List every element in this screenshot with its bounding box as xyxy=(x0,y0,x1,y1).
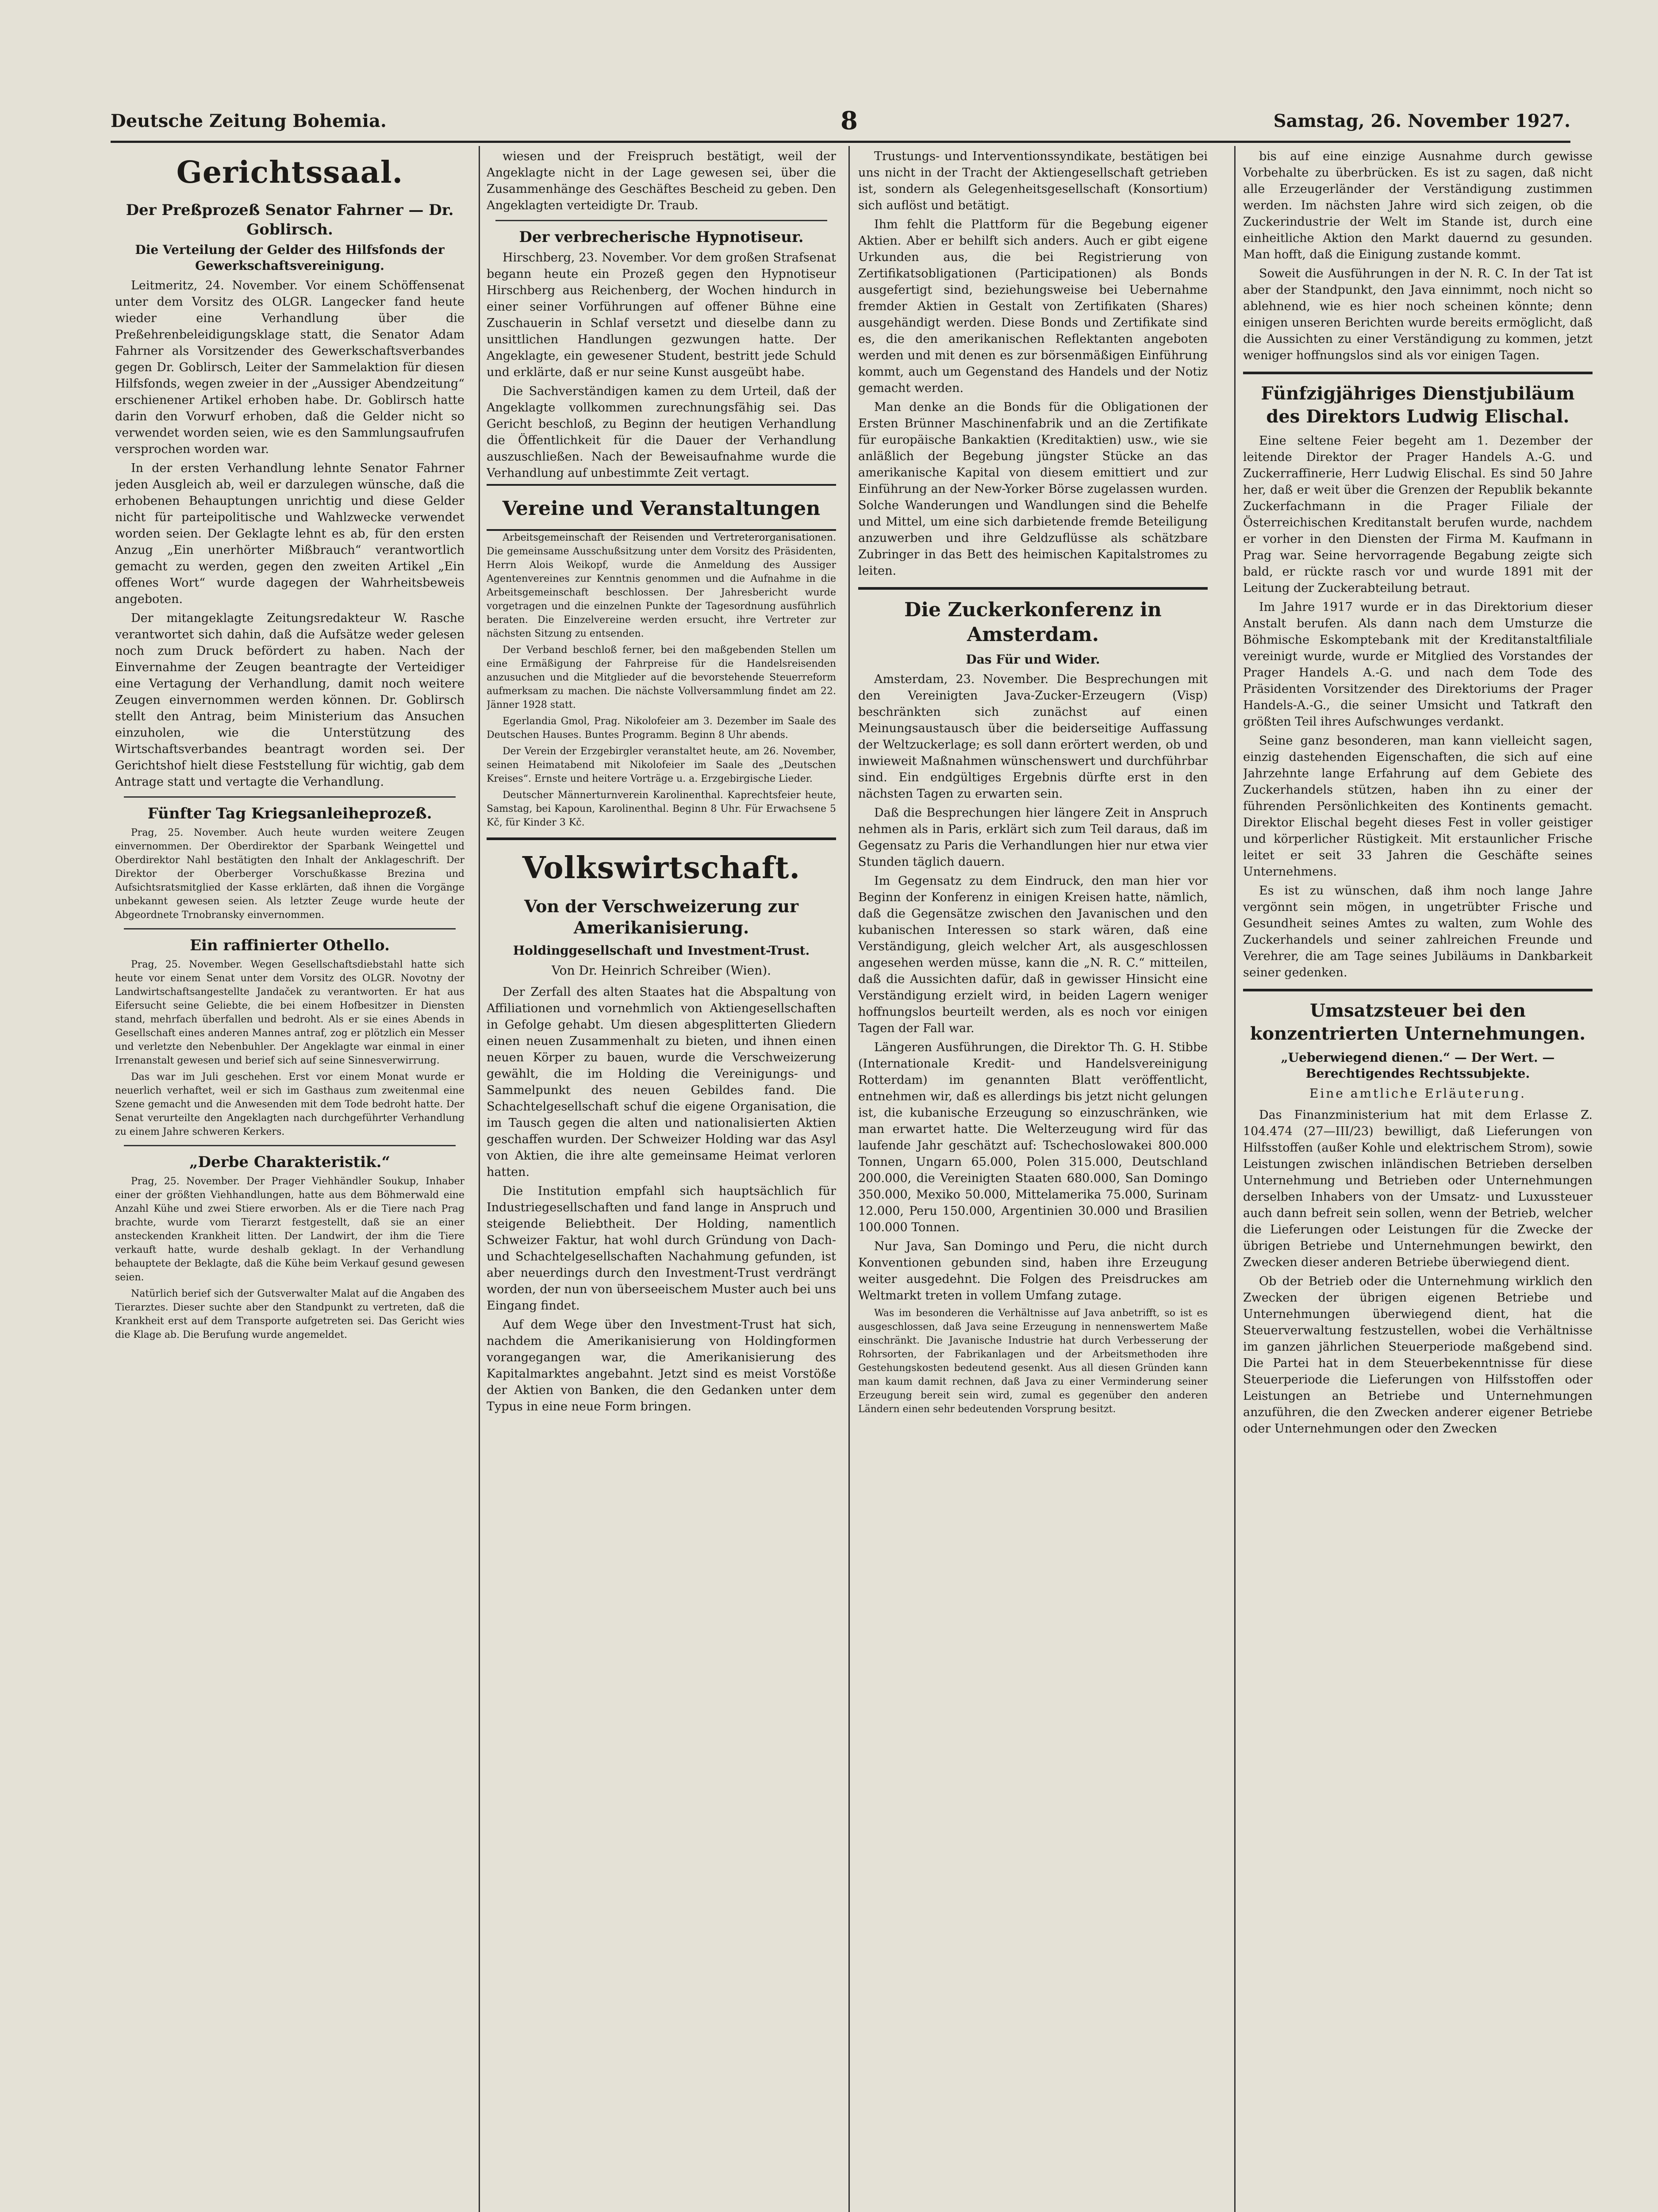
article-subheadline: „Ueberwiegend dienen.“ — Der Wert. — Berechtigendes Rechtssubjekte. xyxy=(1281,1050,1555,1081)
article-paragraph: Im Gegensatz zu dem Eindruck, den man hier vor Beginn der Konferenz in einigen Kreisen hatte, nämlich, daß die Gegensätze zwischen den Javanischen und den kubanischen Interessen so stark wären, daß eine Verständigung, gleich welcher Art, als ausgeschlossen angesehen werden müsse, kann die „N. R. C.“ mitteilen, daß die Aussichten dafür, daß in gewisser Hinsicht eine Verständigung erzielt wird, in beiden Lagern weniger hoffnungslos beurteilt werden, als es noch vor einigen Tagen der Fall war. xyxy=(858,874,1208,1035)
article-paragraph: Nur Java, San Domingo und Peru, die nicht durch Konventionen gebunden sind, haben ihre Erzeugung weiter ausgedehnt. Die Folgen des Preisdruckes am Weltmarkt treten in vollem Umfang zutage. xyxy=(858,1240,1208,1302)
article-paragraph: Das war im Juli geschehen. Erst vor einem Monat wurde er neuerlich verhaftet, weil er sich im Gasthaus zum zweitenmal eine Szene gemacht und die Anwesenden mit dem Tode bedroht hatte. Der Senat verurteilte den Angeklagten nach durchgeführter Verhandlung zu einem Jahre schweren Kerkers. xyxy=(115,1071,464,1137)
article-kicker: Eine amtliche Erläuterung. xyxy=(1309,1086,1527,1101)
article-paragraph: Die Sachverständigen kamen zu dem Urteil, daß der Angeklagte vollkommen zurechnungsfähig sei. Das Gericht beschloß, zu Beginn der heutigen Verhandlung die Öffentlichkeit für die Dauer der Verhandlung auszuschließen. Nach der Beweisaufnahme wurde die Verhandlung auf unbestimmte Zeit vertagt. xyxy=(487,384,836,480)
article-paragraph: Daß die Besprechungen hier längere Zeit in Anspruch nehmen als in Paris, erklärt sich zum Teil daraus, daß im Gegensatz zu Paris die Verhandlungen hier nur etwa vier Stunden täglich dauern. xyxy=(858,806,1208,869)
notice-paragraph: Egerlandia Gmol, Prag. Nikolofeier am 3. Dezember im Saale des Deutschen Hauses. Buntes Programm. Beginn 8 Uhr abends. xyxy=(487,716,836,741)
article-paragraph: Eine seltene Feier begeht am 1. Dezember der leitende Direktor der Prager Handels A.-G. und Zuckerraffinerie, Herr Ludwig Elischal. Es sind 50 Jahre her, daß er weit über die Grenzen der Republik bekannte Zuckerfachmann in die Prager Filiale der Österreichischen Kreditanstalt berufen wurde, nachdem er vorher in den Diensten der Firma M. Kaufmann in Prag war. Seine hervorragende Begabung zeigte sich bald, er rückte rasch vor und wurde 1891 mit der Leitung der Zuckerabteilung betraut. xyxy=(1243,434,1593,595)
article-headline: Von der Verschweizerung zur Amerikanisierung. xyxy=(524,896,798,937)
article-subheadline: Die Verteilung der Gelder des Hilfsfonds der Gewerkschaftsvereinigung. xyxy=(135,242,445,273)
article-paragraph: Das Finanzministerium hat mit dem Erlasse Z. 104.474 (27—III/23) bewilligt, daß Lieferungen von Hilfsstoffen (außer Kohle und elektrischem Strom), sowie Leistungen zwischen inländischen Betrieben derselben Unternehmung und Betrieben oder Unternehmungen derselben Inhabers von der Umsatz- und Luxussteuer auch dann befreit sein sollen, wenn der Betrieb, welcher die Lieferungen oder Leistungen für die Zwecke der übrigen Betriebe und Unternehmungen bewirkt, den Zwecken dieser anderen Betriebe überwiegend dient. xyxy=(1243,1108,1593,1269)
newspaper-name: Deutsche Zeitung Bohemia. xyxy=(111,111,387,131)
article-paragraph: Es ist zu wünschen, daß ihm noch lange Jahre vergönnt sein mögen, in ungetrübter Frische und Gesundheit seines Amtes zu walten, zum Wohle des Zuckerhandels und seiner zahlreichen Freunde und Verehrer, die am Tage seines Jubiläums in Dankbarkeit seiner gedenken. xyxy=(1243,884,1593,979)
article-byline: Von Dr. Heinrich Schreiber (Wien). xyxy=(551,963,771,978)
article-paragraph: Natürlich berief sich der Gutsverwalter Malat auf die Angaben des Tierarztes. Dieser suchte aber den Standpunkt zu vertreten, daß die Krankheit erst auf dem Transporte aufgetreten sei. Das Gericht wies die Klage ab. Die Berufung wurde angemeldet. xyxy=(115,1288,464,1340)
article-paragraph: Längeren Ausführungen, die Direktor Th. G. H. Stibbe (Internationale Kredit- und Handelsvereinigung Rotterdam) im genannten Blatt veröffentlicht, entnehmen wir, daß es allerdings bis jetzt nicht gelungen ist, die kubanische Erzeugung so einzuschränken, wie man erwartet hatte. Die Welterzeugung wird für das laufende Jahr geschätzt auf: Tschechoslowakei 800.000 Tonnen, Ungarn 65.000, Polen 315.000, Deutschland 200.000, die Vereinigten Staaten 680.000, San Domingo 350.000, Mexiko 50.000, Mittelamerika 75.000, Surinam 12.000, Peru 150.000, Argentinien 30.000 und Brasilien 100.000 Tonnen. xyxy=(858,1041,1208,1234)
article-paragraph: wiesen und der Freispruch bestätigt, weil der Angeklagte nicht in der Lage gewesen sei, über die Zusammenhänge des Geschäftes Bescheid zu geben. Den Angeklagten verteidigte Dr. Traub. xyxy=(487,150,836,212)
article-headline: Ein raffinierter Othello. xyxy=(190,937,390,954)
article-subheadline: Das Für und Wider. xyxy=(966,652,1100,667)
column-2 xyxy=(487,148,836,2212)
article-divider xyxy=(124,1145,456,1146)
article-paragraph: In der ersten Verhandlung lehnte Senator Fahrner jeden Ausgleich ab, weil er darzulegen wünsche, daß die erhobenen Behauptungen unrichtig und diese Gelder nicht für parteipolitische und Wahlzwecke verwendet worden seien. Der Geklagte lehnt es ab, für den ersten Anzug „Ein unerhörter Mißbrauch“ verantwortlich gemacht zu werden, gegen den zweiten Artikel „Ein offenes Wort“ wurde dagegen der Wahrheitsbeweis angeboten. xyxy=(115,461,464,606)
section-divider xyxy=(1243,989,1593,991)
column-1 xyxy=(115,148,464,2212)
article-headline: Fünfzigjähriges Dienstjubiläum des Direktors Ludwig Elischal. xyxy=(1261,383,1575,427)
article-paragraph: Man denke an die Bonds für die Obligationen der Ersten Brünner Maschinenfabrik und an die Zertifikate für europäische Bankaktien (Kreditaktien) usw., wie sie anläßlich der Begebung jüngster Stücke an das amerikanische Kapital von diesem emittiert und zur Einführung an der New-Yorker Börse zugelassen wurden. Solche Wanderungen und Wandlungen sind die Behelfe und Mittel, um eine sich darbietende fremde Beteiligung anzuwerben und ihre Geldzuflüsse als schätzbare Zubringer in das Bett des heimischen Kapitalstromes zu leiten. xyxy=(858,400,1208,578)
section-divider xyxy=(858,587,1208,590)
article-paragraph: Hirschberg, 23. November. Vor dem großen Strafsenat begann heute ein Prozeß gegen den Hypnotiseur Hirschberg aus Reichenberg, der Wochen hindurch in einer seiner Vorführungen auf offener Bühne eine Zuschauerin in Schlaf versetzt und dieselbe dann zu unsittlichen Handlungen gezwungen hatte. Der Angeklagte, ein gewesener Student, bestritt jede Schuld und erklärte, daß er nur seine Kunst ausgeübt habe. xyxy=(487,251,836,379)
section-title-gerichtssaal: Gerichtssaal. xyxy=(176,155,403,190)
header-rule xyxy=(111,141,1570,143)
article-paragraph: Prag, 25. November. Wegen Gesellschaftsdiebstahl hatte sich heute vor einem Senat unter dem Vorsitz des OLGR. Novotny der Landwirtschaftsangestellte Jandaček zu verantworten. Er hat aus Eifersucht seine Geliebte, die bei einem Hofbesitzer in Diensten stand, mehrfach überfallen und bedroht. Als er sie eines Abends in Gesellschaft eines anderen Mannes antraf, zog er plötzlich ein Messer und verletzte den Nebenbuhler. Der Angeklagte war einmal in einer Irrenanstalt gewesen und berief sich auf seine Sinnesverwirrung. xyxy=(115,959,464,1066)
article-paragraph: Der Zerfall des alten Staates hat die Abspaltung von Affiliationen und vornehmlich von Aktiengesellschaften in Gefolge gehabt. Um diesen abgesplitterten Gliedern einen neuen Zusammenhalt zu bieten, und ihnen einen neuen Körper zu bauen, wurde die Verschweizerung gewählt, die im Holding die Vereinigungs- und Sammelpunkt des neuen Gebildes fand. Die Schachtelgesellschaft schuf die eigene Organisation, die im Tausch gegen die alten und nationalisierten Aktien geschaffen wurden. Der Schweizer Holding war das Asyl von Aktien, die ihre alte gemeinsame Heimat verloren hatten. xyxy=(487,985,836,1179)
article-paragraph: Leitmeritz, 24. November. Vor einem Schöffensenat unter dem Vorsitz des OLGR. Langecker fand heute wieder eine Verhandlung über die Preßehrenbeleidigungsklage statt, die Senator Adam Fahrner als Vorsitzender des Gewerkschaftsverbandes gegen Dr. Goblirsch, Leiter der Sammelaktion für diesen Hilfsfonds, wegen zweier in der „Aussiger Abendzeitung“ erschienener Artikel erhoben habe. Dr. Goblirsch hatte darin den Vorwurf erhoben, daß die Gelder nicht so verwendet worden seien, wie es den Sammlungsaufrufen versprochen worden war. xyxy=(115,279,464,456)
article-paragraph: Der mitangeklagte Zeitungsredakteur W. Rasche verantwortet sich dahin, daß die Aufsätze weder gelesen noch zum Druck befördert zu haben. Nach der Einvernahme der Zeugen beantragte der Verteidiger eine Vertagung der Verhandlung, damit noch weitere Zeugen einvernommen werden können. Dr. Goblirsch stellt den Antrag, beim Ministerium das Ansuchen einzuholen, wie die Unterstützung des Wirtschaftsverbandes beantragt worden sei. Der Gerichtshof hielt diese Feststellung für wichtig, gab dem Antrage statt und vertagte die Verhandlung. xyxy=(115,611,464,789)
page-number: 8 xyxy=(841,106,858,135)
article-headline: Fünfter Tag Kriegsanleiheprozeß. xyxy=(147,805,432,822)
article-paragraph: Prag, 25. November. Auch heute wurden weitere Zeugen einvernommen. Der Oberdirektor der Sparbank Weingettel und Oberdirektor Nahl bestätigten den Inhalt der Anklageschrift. Der Direktor der Oberberger Vorschußkasse Brezina und Aufsichtsratsmitglied der Kasse erklärten, daß ihnen die Vorgänge unbekannt gewesen seien. Als letzter Zeuge wurde heute der Abgeordnete Trnobransky einvernommen. xyxy=(115,827,464,921)
article-paragraph: Seine ganz besonderen, man kann vielleicht sagen, einzig dastehenden Eigenschaften, die sich auf eine Jahrzehnte lange Erfahrung auf dem Gebiete des Zuckerhandels stützen, haben ihn zu einer der führenden Persönlichkeiten des Kontinents gemacht. Direktor Elischal begeht dieses Fest in voller geistiger und körperlicher Rüstigkeit. Mit erstaunlicher Frische leitet er seit 33 Jahren die Geschäfte seines Unternehmens. xyxy=(1243,734,1593,879)
article-paragraph: Ihm fehlt die Plattform für die Begebung eigener Aktien. Aber er behilft sich anders. Auch er gibt eigene Urkunden aus, die bei Registrierung von Zertifikatsobligationen (Participationen) als Bonds ausgefertigt sind, beziehungsweise bei Uebernahme fremder Aktien in Gestalt von Zertifikaten (Shares) ausgehändigt werden. Diese Bonds und Zertifikate sind es, die den amerikanischen Reflektanten angeboten werden und mit denen es zur börsenmäßigen Einführung kommt, auch um Gegenstand des Handels und der Notiz gemacht werden. xyxy=(858,218,1208,395)
article-paragraph: Trustungs- und Interventionssyndikate, bestätigen bei uns nicht in der Tracht der Aktiengesellschaft getrieben ist, sondern als Gelegenheitsgesellschaft (Konsortium) sich auflöst und betätigt. xyxy=(858,150,1208,212)
section-divider xyxy=(1243,372,1593,374)
notice-paragraph: Der Verein der Erzgebirgler veranstaltet heute, am 26. November, seinen Heimatabend mit Nikolofeier im Saale des „Deutschen Kreises“. Ernste und heitere Vorträge u. a. Erzgebirgische Lieder. xyxy=(487,746,836,784)
column-4 xyxy=(1243,148,1593,2212)
issue-date: Samstag, 26. November 1927. xyxy=(1273,111,1570,131)
column-divider xyxy=(479,146,480,2212)
column-divider xyxy=(1234,146,1236,2212)
article-paragraph: bis auf eine einzige Ausnahme durch gewisse Vorbehalte zu überbrücken. Es ist zu sagen, daß nicht alle Erzeugerländer der Verständigung zustimmen werden. Im nächsten Jahre wird sich zeigen, ob die Zuckerindustrie der Welt im Stande ist, durch eine einheitliche Aktion den Markt dauernd zu gesunden. Man hofft, daß die Einigung zustande kommt. xyxy=(1243,150,1593,261)
section-title-volkswirtschaft: Volkswirtschaft. xyxy=(522,850,801,886)
article-paragraph: Soweit die Ausführungen in der N. R. C. In der Tat ist aber der Standpunkt, den Java einnimmt, noch nicht so ablehnend, wie es hier noch scheinen könnte; denn einigen unseren Berichten wurde bereits ermöglicht, daß die Aussichten zu einer Verständigung zu kommen, jetzt weniger hoffnungslos sind als vor einigen Tagen. xyxy=(1243,267,1593,362)
notice-paragraph: Arbeitsgemeinschaft der Reisenden und Vertreterorganisationen. Die gemeinsame Ausschußsitzung unter dem Vorsitz des Präsidenten, Herrn Alois Weikopf, wurde die Anmeldung des Aussiger Agentenvereines zur Kenntnis genommen und die Aufnahme in die Arbeitsgemeinschaft beschlossen. Der Jahresbericht wurde vorgetragen und die einzelnen Punkte der Tagesordnung ausführlich beraten. Die Einzelvereine werden ersucht, ihre Vertreter zur nächsten Sitzung zu entsenden. xyxy=(487,532,836,639)
article-divider xyxy=(124,928,456,929)
article-paragraph: Auf dem Wege über den Investment-Trust hat sich, nachdem die Amerikanisierung von Holdingformen vorangegangen war, die Amerikanisierung des Kapitalmarktes angebahnt. Jetzt sind es meist Vorstöße der Aktien von Banken, die den Gedanken unter dem Typus in eine neue Form bringen. xyxy=(487,1318,836,1413)
article-headline: „Derbe Charakteristik.“ xyxy=(189,1153,391,1171)
article-headline: Der Preßprozeß Senator Fahrner — Dr. Goblirsch. xyxy=(126,201,454,238)
article-paragraph: Die Institution empfahl sich hauptsächlich für Industriegesellschaften und fand lange in Anspruch und steigende Beliebtheit. Der Holding, namentlich Schweizer Faktur, hat wohl durch Gründung von Dach- und Schachtelgesellschaften Nachahmung gefunden, ist aber neuerdings durch den Investment-Trust verdrängt worden, der nun von überseeischem Muster auch bei uns Eingang findet. xyxy=(487,1184,836,1313)
notice-paragraph: Deutscher Männerturnverein Karolinenthal. Kaprechtsfeier heute, Samstag, bei Kapoun, Karolinenthal. Beginn 8 Uhr. Für Erwachsene 5 Kč, für Kinder 3 Kč. xyxy=(487,790,836,828)
article-paragraph: Was im besonderen die Verhältnisse auf Java anbetrifft, so ist es ausgeschlossen, daß Java seine Erzeugung in nennenswertem Maße einschränkt. Die Javanische Industrie hat durch Verbesserung der Rohrsorten, der Fabrikanlagen und der Arbeitsmethoden ihre Gestehungskosten bedeutend gesenkt. Aus all diesen Gründen kann man kaum damit rechnen, daß Java zu einer Verminderung seiner Erzeugung bereit sein wird, zumal es gegenüber den anderen Ländern einen sehr bedeutenden Vorsprung besitzt. xyxy=(858,1308,1208,1415)
section-title-vereine: Vereine und Veranstaltungen xyxy=(502,497,821,520)
article-divider xyxy=(124,796,456,798)
article-headline: Umsatzsteuer bei den konzentrierten Unternehmungen. xyxy=(1250,1000,1586,1044)
article-paragraph: Im Jahre 1917 wurde er in das Direktorium dieser Anstalt berufen. Als dann nach dem Umsturze die Böhmische Eskomptebank mit der Kreditanstaltfiliale vereinigt wurde, wurde er Mitglied des Vorstandes der Prager Handels A.-G. und nach dem Tode des Präsidenten Vorsitzender des Direktoriums der Prager Handels-A.-G., die seiner Umsicht und Tatkraft den größten Teil ihres Aufschwunges verdankt. xyxy=(1243,600,1593,729)
article-paragraph: Prag, 25. November. Der Prager Viehhändler Soukup, Inhaber einer der größten Viehhandlungen, hatte aus dem Böhmerwald eine Anzahl Kühe und zwei Stiere erworben. Als er die Tiere nach Prag brachte, wurde vom Tierarzt festgestellt, daß sie an einer ansteckenden Krankheit litten. Der Landwirt, der ihm die Tiere verkauft hatte, wurde deshalb geklagt. In der Verhandlung behauptete der Beklagte, daß die Kühe beim Verkauf gesund gewesen seien. xyxy=(115,1176,464,1283)
article-paragraph: Amsterdam, 23. November. Die Besprechungen mit den Vereinigten Java-Zucker-Erzeugern (Visp) beschränkten sich zunächst auf einen Meinungsaustausch über die beiderseitige Auffassung der Weltzuckerlage; es soll dann erörtert werden, ob und inwieweit Maßnahmen wünschenswert und durchführbar sind. Ein endgültiges Ergebnis dürfte erst in den nächsten Tagen zu erwarten sein. xyxy=(858,672,1208,801)
article-headline: Der verbrecherische Hypnotiseur. xyxy=(519,228,804,246)
article-paragraph: Ob der Betrieb oder die Unternehmung wirklich den Zwecken der übrigen eigenen Betriebe und Unternehmungen überwiegend dient, hat die Steuerverwaltung festzustellen, wobei die Verhältnisse im ganzen jährlichen Steuerperiode maßgebend sind. Die Partei hat in dem Steuerbekenntnisse für diese Steuerperiode die Lieferungen von Hilfsstoffen oder Leistungen an Betriebe und Unternehmungen anzuführen, die den Zwecken anderer eigener Betriebe oder Unternehmungen oder den Zwecken xyxy=(1243,1275,1593,1436)
section-divider xyxy=(487,837,836,840)
article-divider xyxy=(495,220,827,221)
column-divider xyxy=(848,146,850,2212)
section-title-box xyxy=(487,484,836,531)
notice-paragraph: Der Verband beschloß ferner, bei den maßgebenden Stellen um eine Ermäßigung der Fahrpreise für die Handelsreisenden anzusuchen und die Mitglieder auf die bevorstehende Steuerreform aufmerksam zu machen. Die nächste Vollversammlung findet am 22. Jänner 1928 statt. xyxy=(487,645,836,710)
article-subheadline: Holdinggesellschaft und Investment-Trust. xyxy=(513,943,810,958)
page-header xyxy=(111,106,1570,137)
column-3 xyxy=(858,148,1208,2212)
article-headline: Die Zuckerkonferenz in Amsterdam. xyxy=(904,599,1162,646)
